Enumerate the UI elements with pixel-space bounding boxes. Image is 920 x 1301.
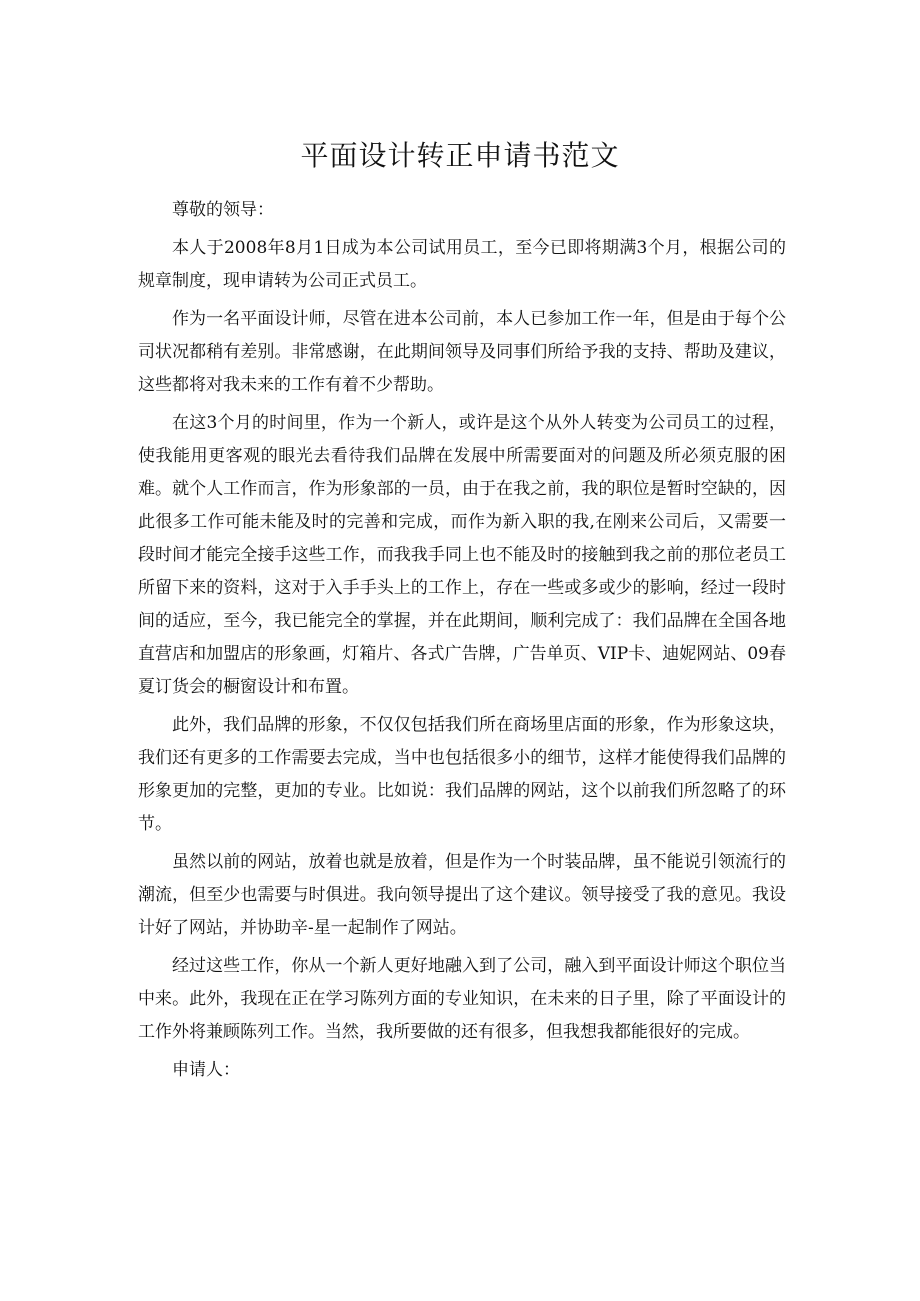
document-body <box>138 194 786 1092</box>
paragraph-conclusion: 经过这些工作，你从一个新人更好地融入到了公司，融入到平面设计师这个职位当中来。此外，我现在正在学习陈列方面的专业知识，在未来的日子里，除了平面设计的工作外将兼顾陈列工作。当然，我所要做的还有很多，但我想我都能很好的完成。 <box>138 956 786 1042</box>
paragraph-gratitude: 作为一名平面设计师，尽管在进本公司前，本人已参加工作一年，但是由于每个公司状况都稍有差别。非常感谢，在此期间领导及同事们所给予我的支持、帮助及建议，这些都将对我未来的工作有着不少帮助。 <box>138 309 786 395</box>
signature-line: 申请人： <box>172 1060 240 1080</box>
salutation: 尊敬的领导： <box>172 200 274 220</box>
paragraph-website: 虽然以前的网站，放着也就是放着，但是作为一个时装品牌，虽不能说引领流行的潮流，但至少也需要与时俱进。我向领导提出了这个建议。领导接受了我的意见。我设计好了网站，并协助辛-星一起制作了网站。 <box>138 852 786 938</box>
paragraph-intro: 本人于2008年8月1日成为本公司试用员工，至今已即将期满3个月，根据公司的规章制度，现申请转为公司正式员工。 <box>138 238 786 291</box>
paragraph-work-summary: 在这3个月的时间里，作为一个新人，或许是这个从外人转变为公司员工的过程，使我能用更客观的眼光去看待我们品牌在发展中所需要面对的问题及所必须克服的困难。就个人工作而言，作为形象部的一员，由于在我之前，我的职位是暂时空缺的，因此很多工作可能未能及时的完善和完成，而作为新入职的我,在刚来公司后，又需要一段时间才能完全接手这些工作，而我我手同上也不能及时的接触到我之前的那位老员工所留下来的资料，这对于入手手头上的工作上，存在一些或多或少的影响，经过一段时间的适应，至今，我已能完全的掌握，并在此期间，顺利完成了：我们品牌在全国各地直营店和加盟店的形象画，灯箱片、各式广告牌，广告单页、VIP卡、迪妮网站、09春夏订货会的橱窗设计和布置。 <box>138 413 786 697</box>
document-title: 平面设计转正申请书范文 <box>300 139 620 172</box>
paragraph-brand-image: 此外，我们品牌的形象，不仅仅包括我们所在商场里店面的形象，作为形象这块，我们还有更多的工作需要去完成，当中也包括很多小的细节，这样才能使得我们品牌的形象更加的完整，更加的专业。比如说：我们品牌的网站，这个以前我们所忽略了的环节。 <box>138 715 786 834</box>
